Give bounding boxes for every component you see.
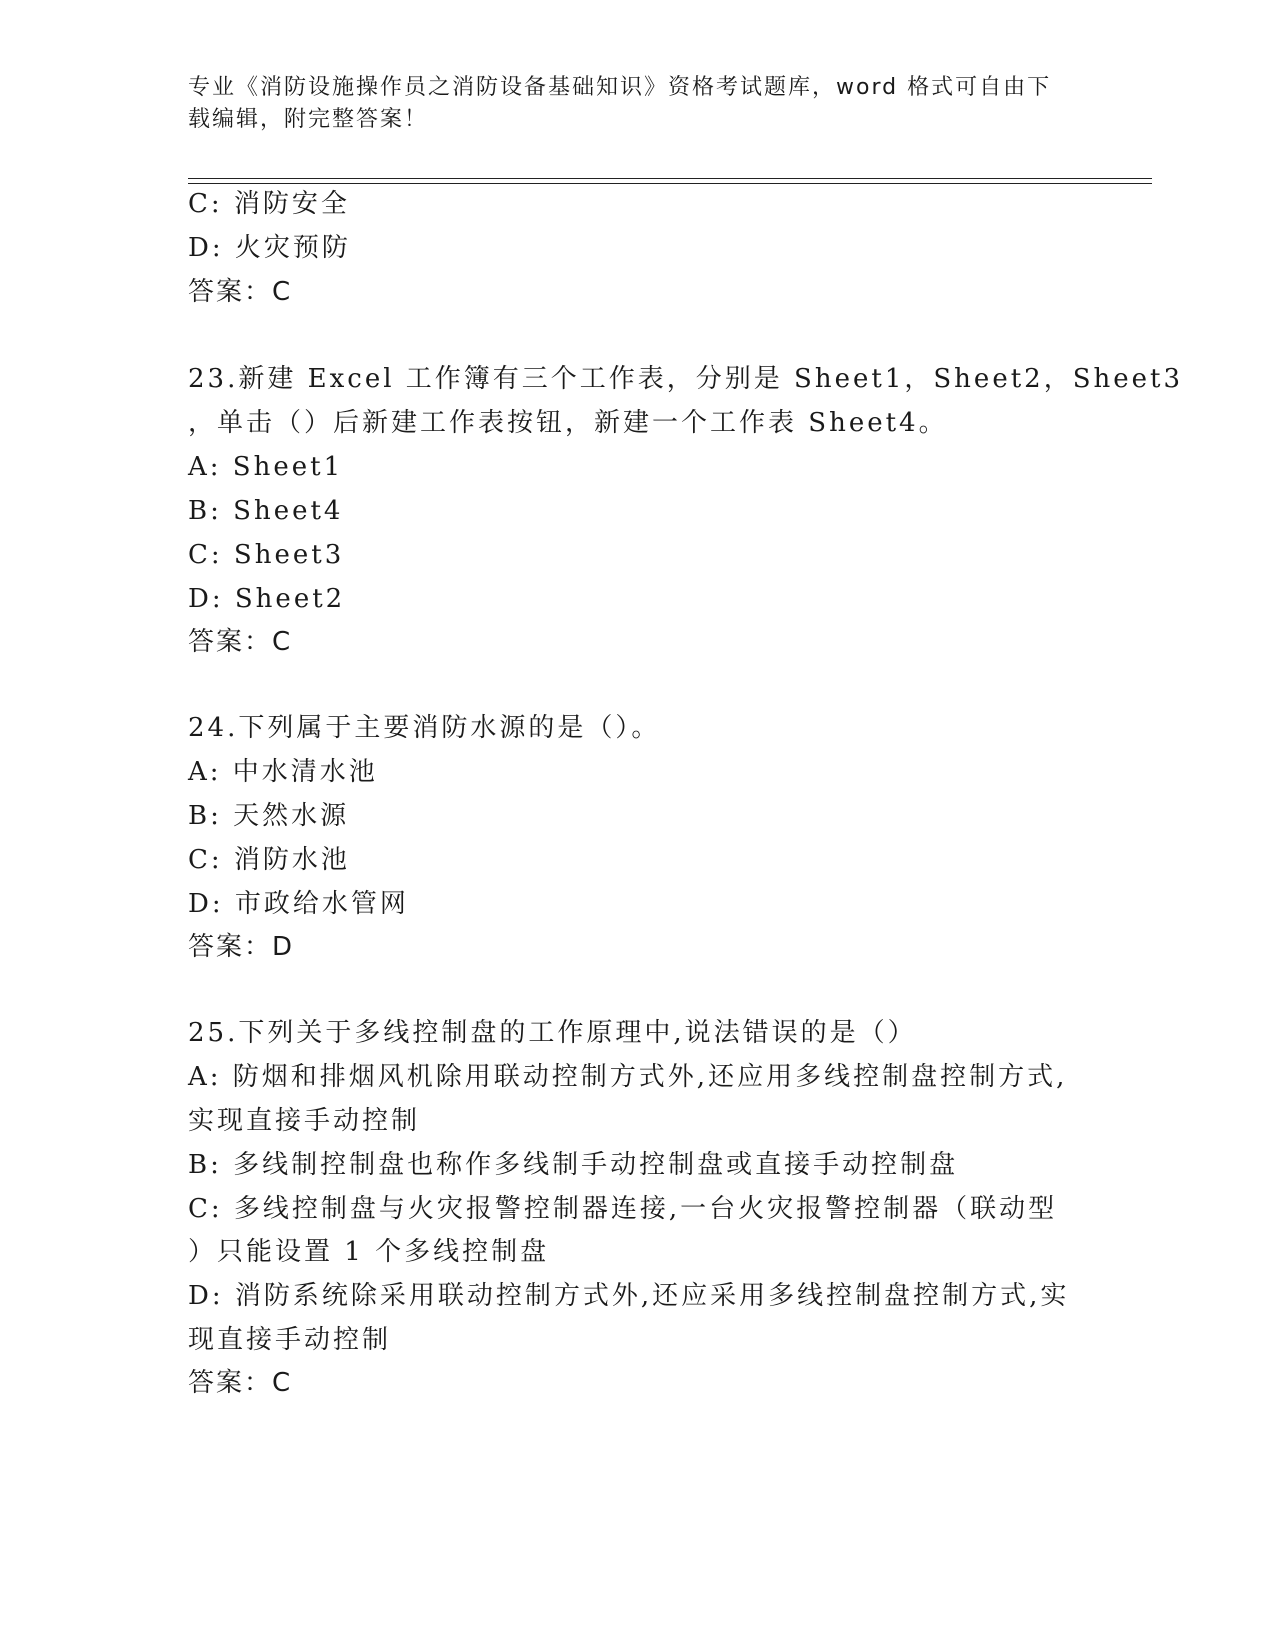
answer-line: 答案：C (188, 277, 293, 307)
option-c: C: 消防水池 (188, 845, 350, 875)
question-stem: 24.下列属于主要消防水源的是（）。 (188, 713, 661, 743)
option-c: C: 消防安全 (188, 189, 350, 219)
option-d: D: 消防系统除采用联动控制方式外,还应采用多线控制盘控制方式,实 (188, 1281, 1070, 1311)
header-line: 载编辑，附完整答案！ (188, 107, 429, 132)
option-a: A: 中水清水池 (188, 757, 378, 787)
header-line: 专业《消防设施操作员之消防设备基础知识》资格考试题库，word 格式可自由下 (188, 75, 1052, 100)
answer-line: 答案：C (188, 627, 293, 657)
option-c: C: Sheet3 (188, 540, 345, 570)
option-c-continued: ）只能设置 1 个多线控制盘 (188, 1237, 550, 1267)
option-b: B: 天然水源 (188, 801, 350, 831)
question-stem: ，单击（）后新建工作表按钮，新建一个工作表 Sheet4。 (188, 408, 948, 438)
option-a: A: 防烟和排烟风机除用联动控制方式外,还应用多线控制盘控制方式, (188, 1062, 1068, 1092)
option-a: A: Sheet1 (188, 452, 344, 482)
document-header (188, 72, 1068, 136)
header-divider (188, 183, 1152, 184)
answer-line: 答案：C (188, 1368, 293, 1398)
option-a-continued: 实现直接手动控制 (188, 1106, 421, 1136)
option-d-continued: 现直接手动控制 (188, 1325, 392, 1355)
question-stem: 23.新建 Excel 工作簿有三个工作表，分别是 Sheet1，Sheet2，Sheet3 (188, 364, 1184, 394)
option-d: D: 市政给水管网 (188, 889, 409, 919)
option-c: C: 多线控制盘与火灾报警控制器连接,一台火灾报警控制器（联动型 (188, 1194, 1058, 1224)
header-divider (188, 178, 1152, 179)
option-d: D: 火灾预防 (188, 233, 351, 263)
option-b: B: 多线制控制盘也称作多线制手动控制盘或直接手动控制盘 (188, 1150, 959, 1180)
answer-line: 答案：D (188, 932, 295, 962)
option-d: D: Sheet2 (188, 584, 346, 614)
question-stem: 25.下列关于多线控制盘的工作原理中,说法错误的是（） (188, 1018, 917, 1048)
option-b: B: Sheet4 (188, 496, 344, 526)
